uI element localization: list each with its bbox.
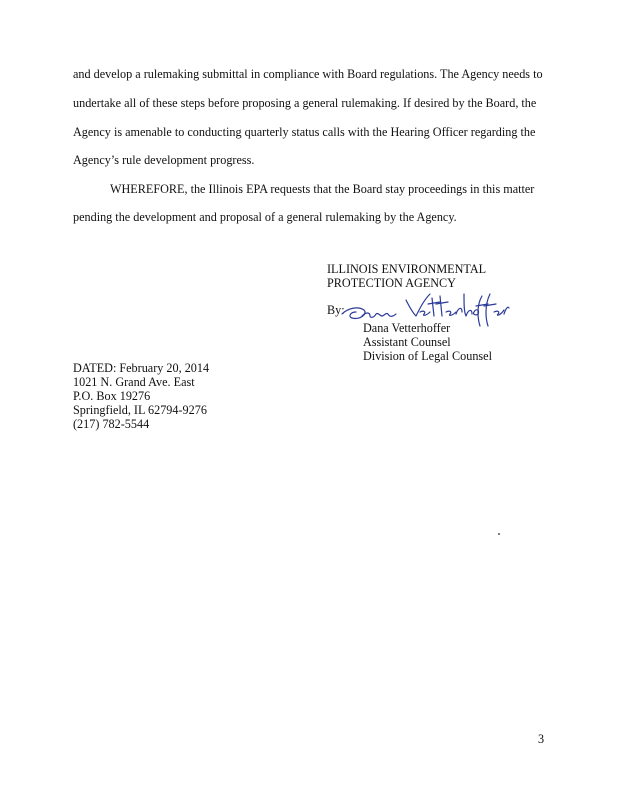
page-number: 3 [538,732,545,746]
dated-address-block [73,361,209,431]
by-label: By: [327,303,345,317]
agency-line-2: PROTECTION AGENCY [327,276,456,290]
stray-mark [498,533,500,535]
signer-block [363,321,492,363]
signer-name: Dana Vetterhoffer [363,321,451,335]
body-line-4: Agency’s rule development progress. [73,153,255,167]
phone-line: (217) 782-5544 [73,417,150,431]
signer-title: Assistant Counsel [363,335,451,349]
body-line-5: WHEREFORE, the Illinois EPA requests that the Board stay proceedings in this matter [110,182,535,196]
body-line-2: undertake all of these steps before proposing a general rulemaking. If desired by the Board, the [73,96,537,110]
address-line-1: 1021 N. Grand Ave. East [73,375,195,389]
address-line-2: P.O. Box 19276 [73,389,151,403]
agency-name-block [327,262,486,290]
address-line-3: Springfield, IL 62794-9276 [73,403,207,417]
body-line-1: and develop a rulemaking submittal in compliance with Board regulations. The Agency needs to [73,67,543,81]
agency-line-1: ILLINOIS ENVIRONMENTAL [327,262,487,276]
body-line-6: pending the development and proposal of a general rulemaking by the Agency. [73,210,457,224]
body-line-3: Agency is amenable to conducting quarterly status calls with the Hearing Officer regarding the [73,125,536,139]
dated-line: DATED: February 20, 2014 [73,361,210,375]
signer-division: Division of Legal Counsel [363,349,492,363]
